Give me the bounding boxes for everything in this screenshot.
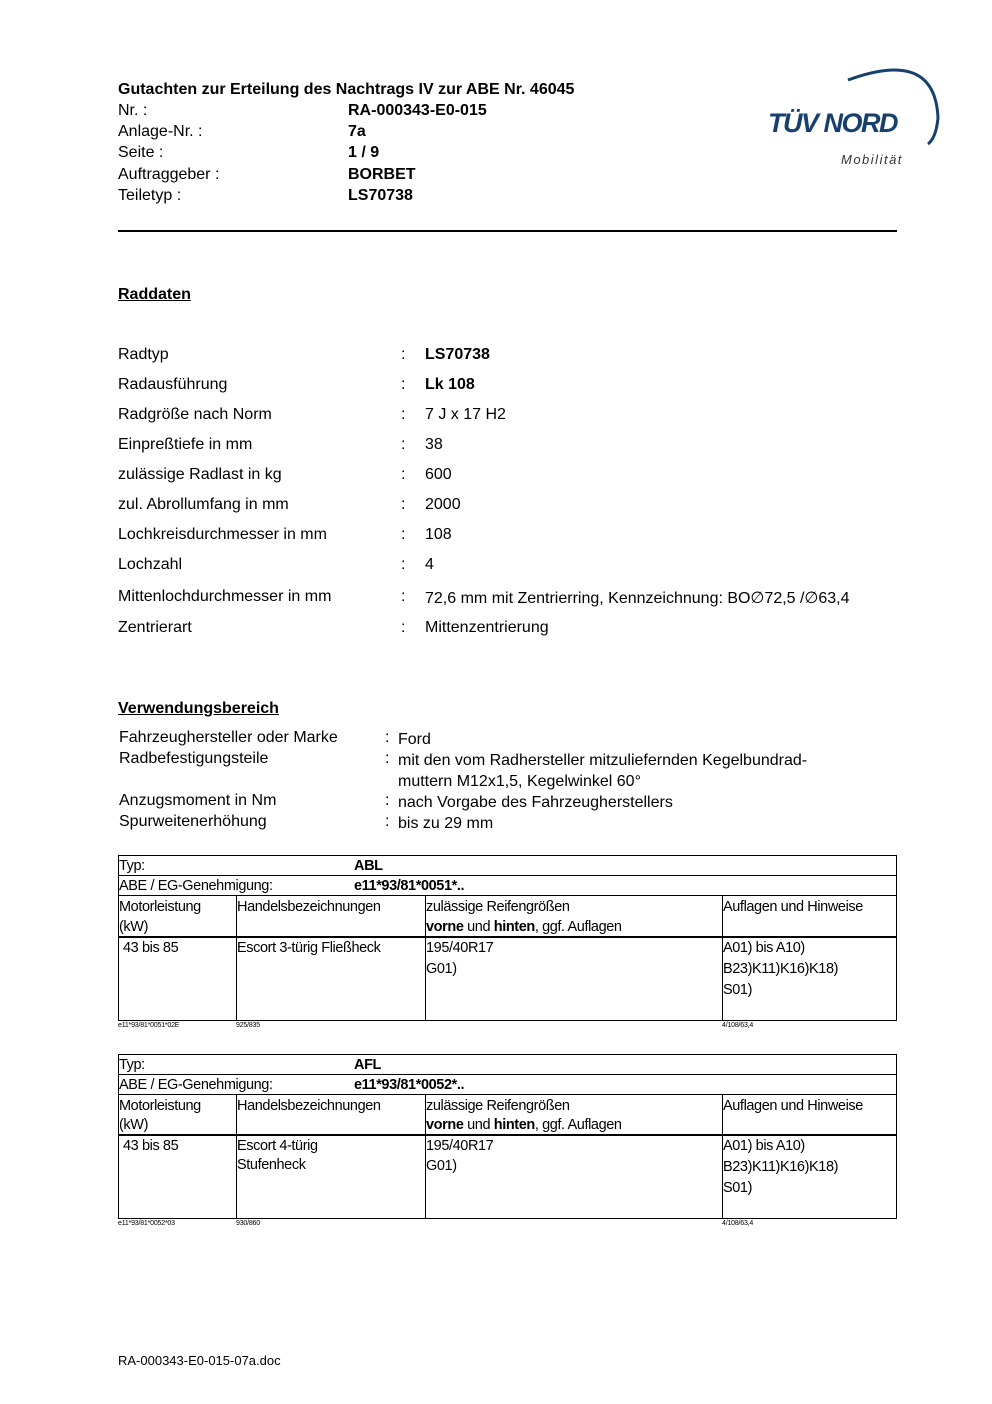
row-separator: : (385, 750, 390, 767)
header-value: 7a (348, 123, 366, 140)
cell-reifen-line: G01) (426, 1158, 457, 1174)
vorne-text: vorne (426, 919, 464, 935)
col-header-auflagen: Auflagen und Hinweise (723, 1098, 863, 1114)
col-header-reifengroessen: zulässige Reifengrößen (426, 1098, 570, 1114)
footnote-lochkreis: 4/108/63,4 (722, 1022, 754, 1029)
header-label: Seite : (118, 144, 164, 161)
verwendung-row-hersteller (118, 729, 908, 750)
row-value: 72,6 mm mit Zentrierring, Kennzeichnung: BO∅72,5 /∅63,4 (425, 590, 850, 607)
vorne-text: vorne (426, 1117, 464, 1133)
row-label: Radbefestigungsteile (119, 750, 269, 767)
footnote-code: 930/860 (236, 1220, 260, 1227)
row-label: Fahrzeughersteller oder Marke (119, 729, 338, 746)
row-value: 4 (425, 556, 434, 573)
row-label: Radtyp (118, 346, 169, 363)
row-label: zul. Abrollumfang in mm (118, 496, 289, 513)
header-row-anlage (118, 123, 678, 144)
cell-auflagen-line: A01) bis A10) (723, 1138, 805, 1154)
row-separator: : (401, 346, 406, 363)
typ-label: Typ: (119, 858, 145, 874)
row-label: Einpreßtiefe in mm (118, 436, 253, 453)
cell-motorleistung: 43 bis 85 (123, 1138, 179, 1154)
col-header-handelsbezeichnungen: Handelsbezeichnungen (237, 899, 381, 915)
hinten-text: hinten (493, 1117, 535, 1133)
und-text: und (463, 919, 494, 935)
header-value: LS70738 (348, 187, 413, 204)
cell-motorleistung: 43 bis 85 (123, 940, 179, 956)
col-header-reifengroessen: zulässige Reifengrößen (426, 899, 570, 915)
document-title: Gutachten zur Erteilung des Nachtrags IV zur ABE Nr. 46045 (118, 81, 575, 98)
row-separator: : (385, 792, 390, 809)
logo-wordmark: TÜV NORD (768, 108, 897, 138)
cell-reifen-line: 195/40R17 (426, 940, 494, 956)
cell-auflagen-line: S01) (723, 1180, 753, 1196)
row-label: Mittenlochdurchmesser in mm (118, 588, 332, 605)
raddaten-row-einpresstiefe (118, 436, 908, 458)
row-value: LS70738 (425, 346, 490, 363)
raddaten-row-lochkreis (118, 526, 908, 548)
verwendungsbereich-heading: Verwendungsbereich (118, 700, 279, 717)
raddaten-row-radgroesse (118, 406, 908, 428)
footnote-code: 925/835 (236, 1022, 260, 1029)
col-header-reifengroessen-sub (426, 1115, 622, 1135)
header-row-auftraggeber (118, 166, 678, 187)
header-row-nr (118, 102, 678, 123)
cell-auflagen-line: B23)K11)K16)K18) (723, 961, 839, 977)
raddaten-row-lochzahl (118, 556, 908, 578)
row-label: Zentrierart (118, 619, 192, 636)
footnote-abe: e11*93/81*0051*02E (118, 1022, 180, 1029)
vehicle-table-abl (118, 855, 897, 1035)
cell-reifen-line: 195/40R17 (426, 1138, 494, 1154)
row-separator: : (401, 556, 406, 573)
und-text: und (463, 1117, 494, 1133)
row-separator: : (385, 729, 390, 746)
row-value: 2000 (425, 496, 461, 513)
row-value: Lk 108 (425, 376, 475, 393)
row-value: 600 (425, 466, 452, 483)
col-header-handelsbezeichnungen: Handelsbezeichnungen (237, 1098, 381, 1114)
col-header-motorleistung: Motorleistung (119, 899, 201, 915)
abe-value: e11*93/81*0052*.. (354, 1077, 465, 1093)
raddaten-row-radausfuehrung (118, 376, 908, 398)
row-value: 108 (425, 526, 452, 543)
cell-auflagen-line: B23)K11)K16)K18) (723, 1159, 839, 1175)
abe-label: ABE / EG-Genehmigung: (119, 1077, 273, 1093)
footer-filename: RA-000343-E0-015-07a.doc (118, 1353, 281, 1368)
header-divider (118, 230, 897, 232)
header-label: Anlage-Nr. : (118, 123, 203, 140)
header-row-teiletyp (118, 187, 678, 208)
typ-value: AFL (354, 1057, 381, 1073)
raddaten-row-abrollumfang (118, 496, 908, 518)
row-value: 7 J x 17 H2 (425, 406, 506, 423)
row-label: Radgröße nach Norm (118, 406, 272, 423)
row-separator: : (401, 496, 406, 513)
abe-label: ABE / EG-Genehmigung: (119, 878, 273, 894)
header-value: BORBET (348, 166, 416, 183)
typ-label: Typ: (119, 1057, 145, 1073)
row-value-continued: muttern M12x1,5, Kegelwinkel 60° (398, 773, 641, 790)
header-value: 1 / 9 (348, 144, 380, 161)
verwendung-row-anzugsmoment (118, 792, 908, 813)
tuv-nord-logo (760, 58, 950, 173)
row-separator: : (401, 588, 406, 605)
abe-value: e11*93/81*0051*.. (354, 878, 465, 894)
row-value: mit den vom Radhersteller mitzuliefernden Kegelbundrad- (398, 752, 808, 769)
row-separator: : (401, 619, 406, 636)
hinten-text: hinten (493, 919, 535, 935)
logo-subtitle: Mobilität (841, 152, 903, 167)
cell-handelsbezeichnung: Escort 3-türig Fließheck (237, 940, 381, 956)
cell-reifen-line: G01) (426, 961, 457, 977)
row-label: Lochzahl (118, 556, 183, 573)
cell-handelsbezeichnung: Escort 4-türig (237, 1138, 318, 1154)
header-label: Teiletyp : (118, 187, 182, 204)
raddaten-row-mittenloch (118, 588, 908, 610)
auflagen-suffix-text: , ggf. Auflagen (534, 1117, 622, 1133)
row-separator: : (385, 813, 390, 830)
cell-handelsbezeichnung: Stufenheck (237, 1157, 306, 1173)
row-value: nach Vorgabe des Fahrzeugherstellers (398, 794, 673, 811)
row-value: Ford (398, 731, 431, 748)
cell-auflagen-line: A01) bis A10) (723, 940, 805, 956)
typ-value: ABL (354, 858, 383, 874)
footnote-abe: e11*93/81*0052*03 (118, 1220, 175, 1227)
row-value: 38 (425, 436, 443, 453)
verwendung-row-radbefestigung (118, 750, 908, 792)
header-label: Nr. : (118, 102, 148, 119)
row-label: zulässige Radlast in kg (118, 466, 282, 483)
header-row-seite (118, 144, 678, 165)
col-header-auflagen: Auflagen und Hinweise (723, 899, 863, 915)
raddaten-row-radlast (118, 466, 908, 488)
row-value: bis zu 29 mm (398, 815, 494, 832)
col-header-motorleistung: Motorleistung (119, 1098, 201, 1114)
row-label: Lochkreisdurchmesser in mm (118, 526, 327, 543)
raddaten-row-radtyp (118, 346, 908, 368)
row-value: Mittenzentrierung (425, 619, 549, 636)
row-label: Radausführung (118, 376, 228, 393)
row-separator: : (401, 406, 406, 423)
col-header-motorleistung-unit: (kW) (119, 1117, 148, 1133)
footnote-lochkreis: 4/108/63,4 (722, 1220, 754, 1227)
row-label: Anzugsmoment in Nm (119, 792, 277, 809)
raddaten-heading: Raddaten (118, 286, 191, 303)
verwendung-row-spurweite (118, 813, 908, 834)
row-separator: : (401, 526, 406, 543)
header-label: Auftraggeber : (118, 166, 220, 183)
row-separator: : (401, 466, 406, 483)
header-value: RA-000343-E0-015 (348, 102, 487, 119)
col-header-motorleistung-unit: (kW) (119, 919, 148, 935)
cell-auflagen-line: S01) (723, 982, 753, 998)
row-separator: : (401, 376, 406, 393)
row-separator: : (401, 436, 406, 453)
auflagen-suffix-text: , ggf. Auflagen (534, 919, 622, 935)
vehicle-table-afl (118, 1054, 897, 1234)
col-header-reifengroessen-sub (426, 917, 622, 937)
row-label: Spurweitenerhöhung (119, 813, 267, 830)
raddaten-row-zentrierart (118, 619, 908, 641)
